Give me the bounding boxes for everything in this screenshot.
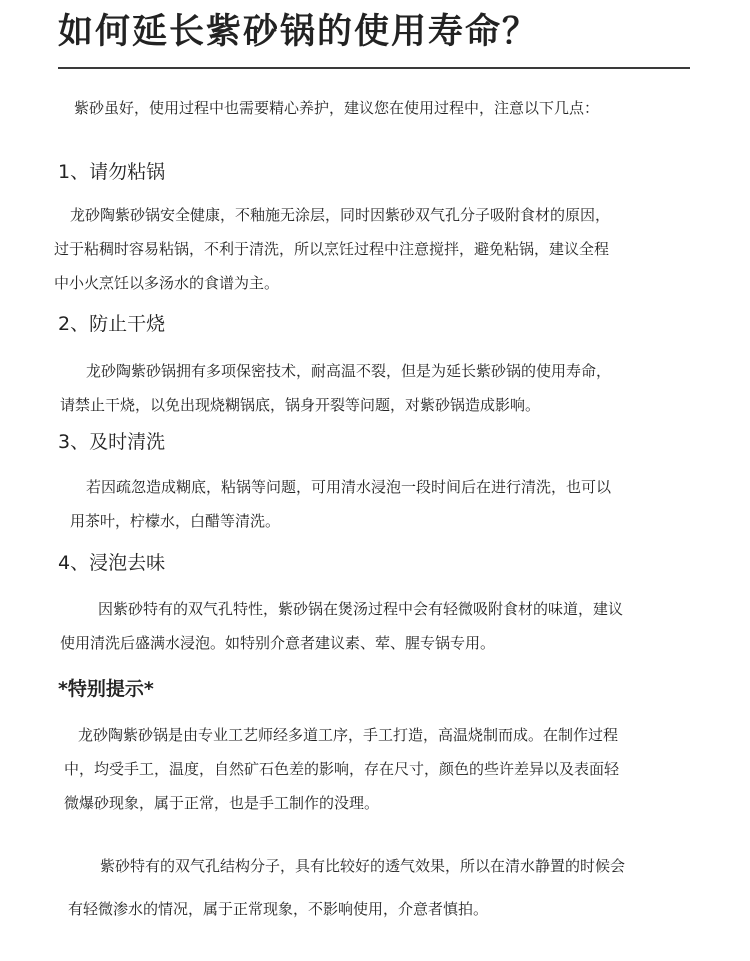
body-line: 龙砂陶紫砂锅安全健康，不釉施无涂层，同时因紫砂双气孔分子吸附食材的原因， [70, 206, 611, 224]
tips-heading: *特别提示* [58, 678, 154, 700]
section-heading-1: 1、请勿粘锅 [58, 161, 166, 183]
section-body-4 [60, 592, 750, 660]
body-line: 龙砂陶紫砂锅拥有多项保密技术，耐高温不裂，但是为延长紫砂锅的使用寿命， [86, 362, 612, 380]
body-line: 中，均受手工，温度，自然矿石色差的影响，存在尺寸，颜色的些许差异以及表面轻 [64, 760, 620, 778]
body-line: 请禁止干烧，以免出现烧糊锅底，锅身开裂等问题，对紫砂锅造成影响。 [60, 396, 541, 414]
section-heading-2: 2、防止干烧 [58, 313, 166, 335]
body-line: 因紫砂特有的双气孔特性，紫砂锅在煲汤过程中会有轻微吸附食材的味道，建议 [98, 600, 624, 618]
section-heading-4: 4、浸泡去味 [58, 552, 166, 574]
title-underline [58, 67, 690, 69]
body-line: 使用清洗后盛满水浸泡。如特别介意者建议素、荤、腥专锅专用。 [60, 634, 496, 652]
intro-text: 紫砂虽好，使用过程中也需要精心养护，建议您在使用过程中，注意以下几点： [74, 99, 600, 117]
body-line: 过于粘稠时容易粘锅，不利于清洗，所以烹饪过程中注意搅拌，避免粘锅，建议全程 [54, 240, 610, 258]
body-line: 紫砂特有的双气孔结构分子，具有比较好的透气效果，所以在清水静置的时候会 [100, 857, 626, 875]
body-line: 若因疏忽造成糊底，粘锅等问题，可用清水浸泡一段时间后在进行清洗，也可以 [86, 478, 612, 496]
tips-body-1 [64, 718, 750, 820]
body-line: 微爆砂现象，属于正常，也是手工制作的没理。 [64, 794, 380, 812]
page-title: 如何延长紫砂锅的使用寿命？ [58, 12, 540, 52]
section-body-2 [60, 354, 750, 422]
tips-body-2 [68, 842, 750, 928]
section-heading-3: 3、及时清洗 [58, 431, 166, 453]
section-body-3 [70, 470, 750, 538]
section-body-1 [54, 198, 750, 300]
body-line: 中小火烹饪以多汤水的食谱为主。 [54, 274, 280, 292]
body-line: 有轻微渗水的情况，属于正常现象，不影响使用，介意者慎拍。 [68, 900, 489, 918]
body-line: 用茶叶，柠檬水，白醋等清洗。 [70, 512, 281, 530]
body-line: 龙砂陶紫砂锅是由专业工艺师经多道工序，手工打造，高温烧制而成。在制作过程 [78, 726, 619, 744]
